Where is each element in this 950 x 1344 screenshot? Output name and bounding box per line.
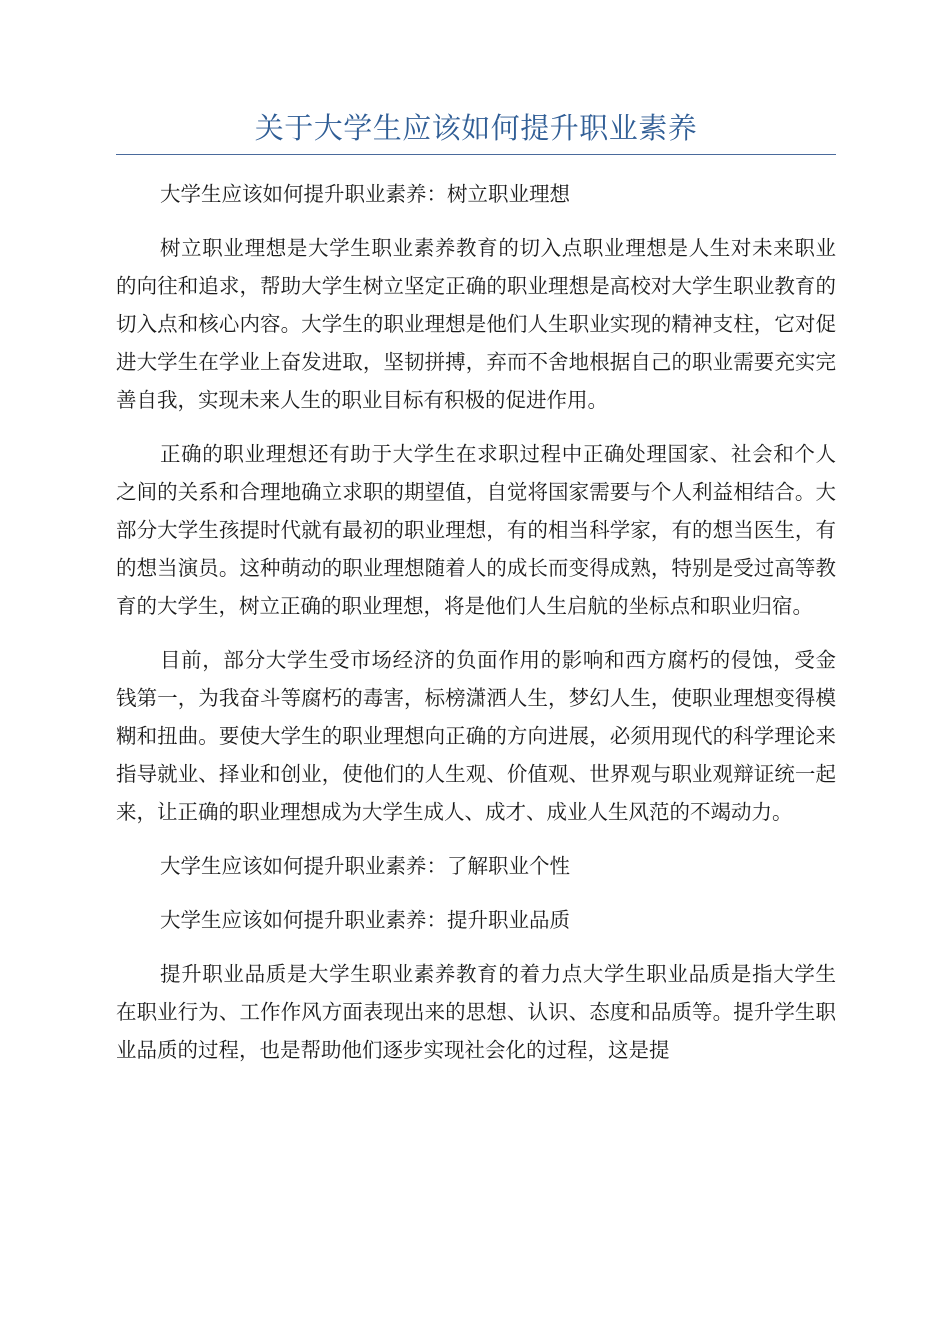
title-bar — [116, 108, 836, 155]
section-heading: 大学生应该如何提升职业素养：了解职业个性 — [160, 854, 570, 878]
section-heading: 大学生应该如何提升职业素养：树立职业理想 — [160, 182, 570, 206]
section-heading: 大学生应该如何提升职业素养：提升职业品质 — [160, 908, 570, 932]
paragraph: 正确的职业理想还有助于大学生在求职过程中正确处理国家、社会和个人之间的关系和合理地确立求职的期望值，自觉将国家需要与个人利益相结合。大部分大学生孩提时代就有最初的职业理想，有的相当科学家，有的想当医生，有的想当演员。这种萌动的职业理想随着人的成长而变得成熟，特别是受过高等教育的大学生，树立正确的职业理想，将是他们人生启航的坐标点和职业归宿。 — [116, 442, 836, 618]
page-title: 关于大学生应该如何提升职业素养 — [254, 111, 698, 145]
document-body — [116, 175, 836, 1085]
paragraph: 提升职业品质是大学生职业素养教育的着力点大学生职业品质是指大学生在职业行为、工作作风方面表现出来的思想、认识、态度和品质等。提升学生职业品质的过程，也是帮助他们逐步实现社会化的过程，这是提 — [116, 962, 836, 1062]
paragraph: 树立职业理想是大学生职业素养教育的切入点职业理想是人生对未来职业的向往和追求，帮助大学生树立坚定正确的职业理想是高校对大学生职业教育的切入点和核心内容。大学生的职业理想是他们人生职业实现的精神支柱，它对促进大学生在学业上奋发进取，坚韧拼搏，弃而不舍地根据自己的职业需要充实完善自我，实现未来人生的职业目标有积极的促进作用。 — [116, 236, 836, 412]
paragraph: 目前，部分大学生受市场经济的负面作用的影响和西方腐朽的侵蚀，受金钱第一，为我奋斗等腐朽的毒害，标榜潇洒人生，梦幻人生，使职业理想变得模糊和扭曲。要使大学生的职业理想向正确的方向进展，必须用现代的科学理论来指导就业、择业和创业，使他们的人生观、价值观、世界观与职业观辩证统一起来，让正确的职业理想成为大学生成人、成才、成业人生风范的不竭动力。 — [116, 648, 836, 824]
